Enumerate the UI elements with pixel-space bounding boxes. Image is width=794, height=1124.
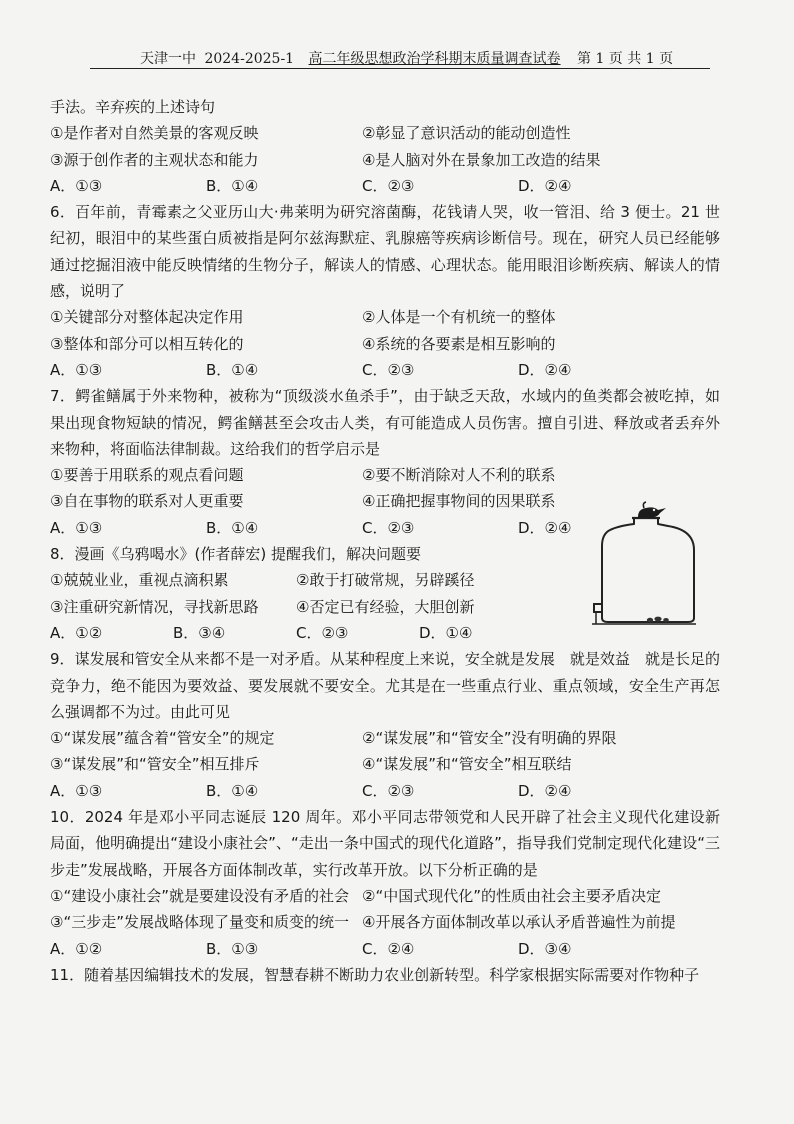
intro-choice-a: A．①③ (50, 176, 103, 195)
intro-statement-4: ④是人脑对外在景象加工改造的结果 (362, 150, 601, 169)
header-title: 高二年级思想政治学科期末质量调查试卷 (308, 51, 561, 67)
question-intro (50, 94, 720, 199)
intro-stem: 手法。辛弃疾的上述诗句 (50, 98, 216, 116)
intro-choices (50, 173, 720, 199)
q6-statement-2: ②人体是一个有机统一的整体 (362, 308, 556, 327)
q6-stem: 6．百年前，青霉素之父亚历山大·弗莱明为研究溶菌酶，花钱请人哭，收一管泪、给 3 便士。21 世纪初，眼泪中的某些蛋白质被指是阿尔兹海默症、乳腺癌等疾病诊断信号。现在，研究人员已经能够通过挖掘泪液中能反映情绪的生物分子，解读人的情感、心理状态。能用眼泪诊断疾病、解读人的情感，说明了 (50, 203, 720, 301)
question-11 (50, 962, 720, 988)
q6-choice-d: D．②④ (518, 360, 572, 379)
q6-choice-a: A．①③ (50, 360, 103, 379)
q6-statements-row-1 (50, 304, 720, 330)
q9-choice-b: B．①④ (206, 781, 259, 800)
q6-choice-b: B．①④ (206, 360, 259, 379)
q7-choice-c: C．②③ (362, 518, 415, 537)
q9-statements-row-1 (50, 725, 720, 751)
q9-statement-4: ④“谋发展”和“管安全”相互联结 (362, 755, 572, 774)
q6-choices (50, 357, 720, 383)
intro-statements-row-1 (50, 120, 720, 146)
q8-choice-a: A．①② (50, 623, 103, 642)
intro-statements-row-2 (50, 147, 720, 173)
q7-choice-a: A．①③ (50, 518, 103, 537)
q9-choice-d: D．②④ (518, 781, 572, 800)
q9-statement-3: ③“谋发展”和“管安全”相互排斥 (50, 755, 260, 774)
q6-choice-c: C．②③ (362, 360, 415, 379)
q10-choice-b: B．①③ (206, 939, 259, 958)
intro-statement-3: ③源于创作者的主观状态和能力 (50, 150, 259, 169)
q8-statement-3: ③注重研究新情况，寻找新思路 (50, 597, 259, 616)
q8-statements-row-1 (50, 567, 570, 593)
crow-drinking-water-cartoon (588, 500, 700, 630)
q10-choices (50, 936, 720, 962)
q10-choice-c: C．②④ (362, 939, 415, 958)
q7-statement-1: ①要善于用联系的观点看问题 (50, 466, 244, 485)
intro-choice-d: D．②④ (518, 176, 572, 195)
q7-statements-row-1 (50, 462, 720, 488)
q9-choice-a: A．①③ (50, 781, 103, 800)
q6-statement-3: ③整体和部分可以相互转化的 (50, 334, 244, 353)
intro-statement-2: ②彰显了意识活动的能动创造性 (362, 124, 571, 143)
intro-statement-1: ①是作者对自然美景的客观反映 (50, 124, 259, 143)
q8-statements-row-2 (50, 594, 570, 620)
q7-statement-4: ④正确把握事物间的因果联系 (362, 492, 556, 511)
question-10 (50, 804, 720, 962)
q10-choice-d: D．③④ (518, 939, 572, 958)
header-year: 2024-2025-1 (204, 51, 295, 67)
q10-statement-4: ④开展各方面体制改革以承认矛盾普遍性为前提 (362, 913, 676, 932)
q10-statement-1: ①“建设小康社会”就是要建设没有矛盾的社会 (50, 886, 349, 905)
q8-statement-4: ④否定已有经验，大胆创新 (296, 597, 475, 616)
q10-stem: 10．2024 年是邓小平同志诞辰 120 周年。邓小平同志带领党和人民开辟了社会主义现代化建设新局面，他明确提出“建设小康社会”、“走出一条中国式的现代化道路”，指导我们党制定现代化建设“三步走”发展战略，开展各方面体制改革，实行改革开放。以下分析正确的是 (50, 808, 720, 879)
q7-statement-2: ②要不断消除对人不利的联系 (362, 466, 556, 485)
crow-jug-illustration (588, 500, 700, 630)
q8-choice-b: B．③④ (173, 623, 226, 642)
q9-stem: 9．谋发展和管安全从来都不是一对矛盾。从某种程度上来说，安全就是发展 就是效益 就是长足的竞争力，绝不能因为要效益、要发展就不要安全。尤其是在一些重点行业、重点领域，安全生产再怎么强调都不为过。由此可见 (50, 650, 720, 721)
q10-statement-2: ②“中国式现代化”的性质由社会主要矛盾决定 (362, 886, 661, 905)
header-school: 天津一中 (140, 51, 196, 67)
intro-choice-c: C．②③ (362, 176, 415, 195)
q10-statements-row-2 (50, 909, 720, 935)
header-pages: 第 1 页 共 1 页 (577, 51, 674, 67)
q7-choice-d: D．②④ (518, 518, 572, 537)
q9-statement-2: ②“谋发展”和“管安全”没有明确的界限 (362, 729, 617, 748)
q9-choices (50, 778, 720, 804)
q9-statements-row-2 (50, 751, 720, 777)
q6-statements-row-2 (50, 331, 720, 357)
header-rule (90, 68, 710, 69)
q8-choice-d: D．①④ (419, 623, 473, 642)
question-6 (50, 199, 720, 383)
q8-stem: 8．漫画《乌鸦喝水》(作者薛宏) 提醒我们，解决问题要 (50, 545, 422, 564)
q10-choice-a: A．①② (50, 939, 103, 958)
q8-choices (50, 620, 570, 646)
q9-statement-1: ①“谋发展”蕴含着“管安全”的规定 (50, 729, 275, 748)
q6-statement-4: ④系统的各要素是相互影响的 (362, 334, 556, 353)
question-9 (50, 646, 720, 804)
q8-statement-1: ①兢兢业业，重视点滴积累 (50, 571, 229, 590)
intro-choice-b: B．①④ (206, 176, 259, 195)
q9-choice-c: C．②③ (362, 781, 415, 800)
q8-text-block (50, 541, 570, 646)
page-header (140, 48, 710, 68)
q8-choice-c: C．②③ (296, 623, 349, 642)
q8-statement-2: ②敢于打破常规，另辟蹊径 (296, 571, 475, 590)
q7-stem: 7．鳄雀鳝属于外来物种，被称为“顶级淡水鱼杀手”，由于缺乏天敌，水域内的鱼类都会被吃掉，如果出现食物短缺的情况，鳄雀鳝甚至会攻击人类，有可能造成人员伤害。擅自引进、释放或者丢弃外来物种，将面临法律制裁。这给我们的哲学启示是 (50, 387, 720, 458)
q10-statement-3: ③“三步走”发展战略体现了量变和质变的统一 (50, 913, 349, 932)
q7-statement-3: ③自在事物的联系对人更重要 (50, 492, 244, 511)
q6-statement-1: ①关键部分对整体起决定作用 (50, 308, 244, 327)
q7-choice-b: B．①④ (206, 518, 259, 537)
q11-stem: 11．随着基因编辑技术的发展，智慧春耕不断助力农业创新转型。科学家根据实际需要对作物种子 (50, 965, 700, 984)
q10-statements-row-1 (50, 883, 720, 909)
